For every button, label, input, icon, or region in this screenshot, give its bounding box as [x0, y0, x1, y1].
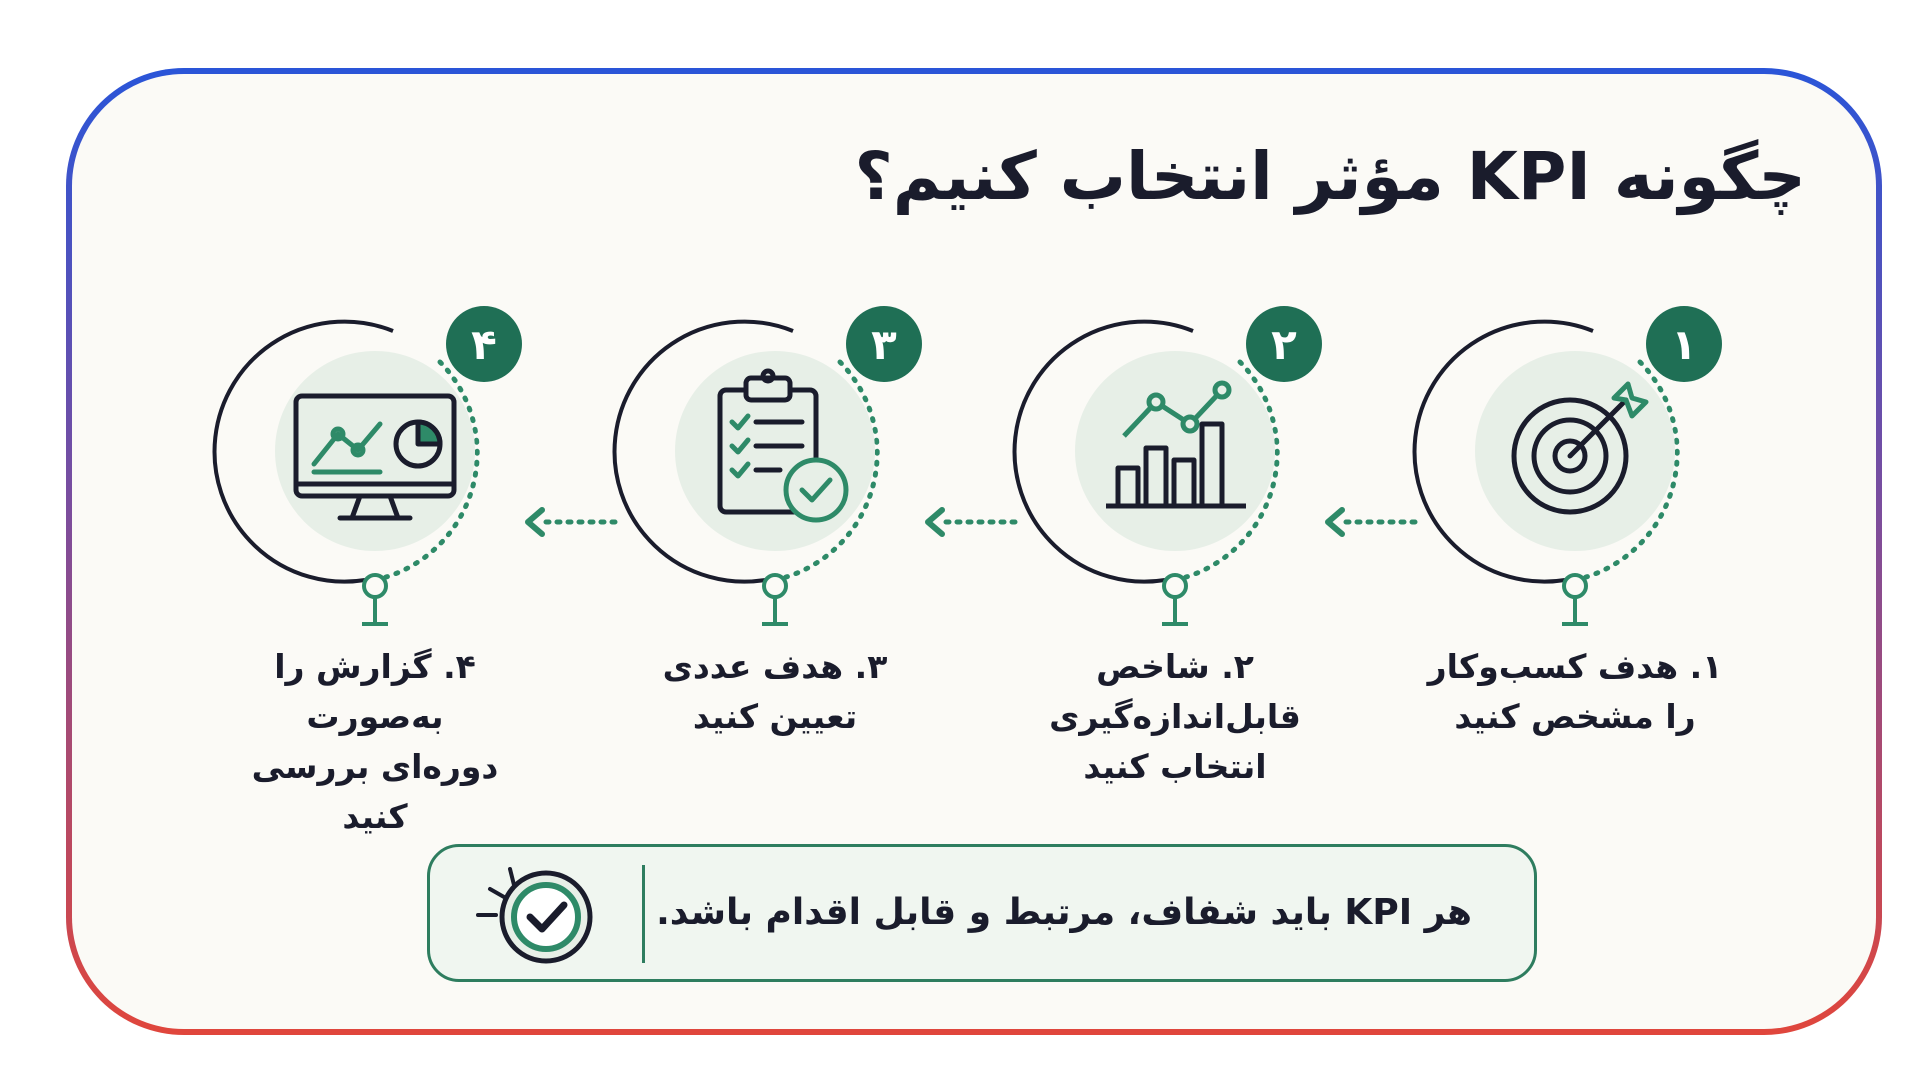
gradient-frame: [66, 68, 1882, 1035]
arrow-left-icon: [1322, 507, 1422, 537]
step-3: [630, 306, 920, 606]
step-3-number-badge: ۳: [846, 306, 922, 382]
step-1-label: ۱. هدف کسب‌وکار را مشخص کنید: [1427, 647, 1723, 736]
note-text: هر KPI باید شفاف، مرتبط و قابل اقدام باشد.: [656, 892, 1472, 933]
step-3-label: ۳. هدف عددی تعیین کنید: [662, 647, 888, 736]
step-4-label: ۴. گزارش را به‌صورت دوره‌ای بررسی کنید: [251, 647, 499, 836]
step-4-number-badge: ۴: [446, 306, 522, 382]
step-1-number-badge: ۱: [1646, 306, 1722, 382]
step-1: [1430, 306, 1720, 606]
note-divider: [642, 865, 645, 963]
step-2: [1030, 306, 1320, 606]
infographic-card: [72, 74, 1876, 1029]
arrow-left-icon: [522, 507, 622, 537]
page-title: چگونه KPI مؤثر انتخاب کنیم؟: [854, 138, 1806, 215]
step-4: [230, 306, 520, 606]
step-2-label: ۲. شاخص قابل‌اندازه‌گیری انتخاب کنید: [1049, 647, 1301, 786]
step-2-number-badge: ۲: [1246, 306, 1322, 382]
arrow-left-icon: [922, 507, 1022, 537]
kpi-principle-note: [427, 844, 1537, 982]
check-badge-icon: [470, 861, 600, 971]
